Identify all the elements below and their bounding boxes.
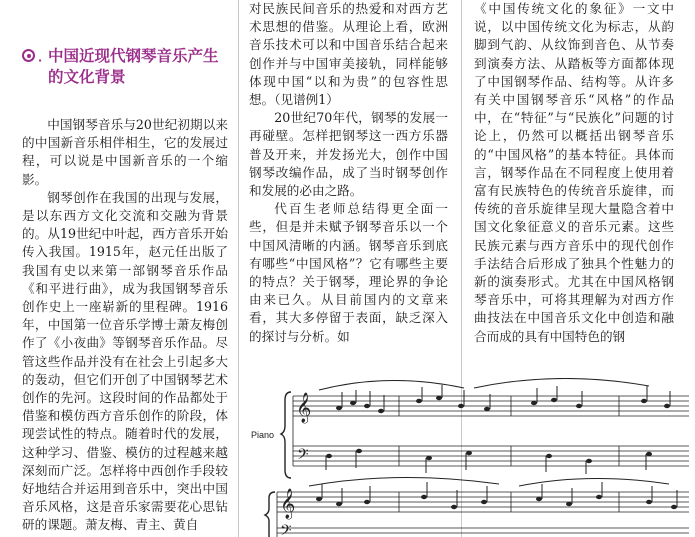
text-column-1 (22, 0, 228, 535)
paragraph: 钢琴创作在我国的出现与发展，是以东西方文化交流和交融为背景的。从19世纪中叶起，西方音乐开始传入我国。1915年，赵元任出版了我国有史以来第一部钢琴音乐作品《和平进行曲》，成为我国钢琴音乐创作史上一座崭新的里程碑。1916年，中国第一位音乐学博士萧友梅创作了《小夜曲》等钢琴音乐作品。尽管这些作品并没有在社会上引起多大的轰动，但它们开创了中国钢琴艺术创作的先河。这段时间的作品都处于借鉴和模仿西方音乐创作的阶段，体现尝试性的特点。随着时代的发展，这种学习、借鉴、模仿的过程越来越深刻而广泛。怎样将中西创作手段较好地结合并运用到音乐中，突出中国音乐风格，这是音乐家需要花心思钻研的课题。萧友梅、青主、黄自 (22, 189, 228, 533)
dot-separator-icon: · (38, 54, 43, 67)
section-heading (22, 46, 228, 88)
music-score-excerpt (249, 378, 689, 537)
circle-bullet-icon (22, 49, 35, 62)
paragraph: 对民族民间音乐的热爱和对西方艺术思想的借鉴。从理论上看，欧洲音乐技术可以和中国音乐结合起来创作并与中国审美接轨，同样能够体现中国“以和为贵”的包容性思想。（见谱例1） (249, 1, 448, 108)
treble-clef-icon: 𝄞 (296, 393, 312, 423)
instrument-label: Piano (251, 430, 275, 440)
treble-staff (293, 396, 689, 416)
section-heading-text: 中国近现代钢琴音乐产生的文化背景 (48, 47, 219, 86)
paragraph: 20世纪70年代，钢琴的发展一再碰壁。怎样把钢琴这一西方乐器普及开来，并发扬光大，创作中国钢琴改编作品，成了当时钢琴创作和发展的必由之路。 (249, 110, 448, 199)
text-column-2 (249, 0, 448, 346)
bass-clef-icon: 𝄢 (280, 522, 292, 537)
bass-clef-icon: 𝄢 (297, 446, 309, 467)
treble-clef-icon: 𝄞 (280, 489, 296, 519)
bass-staff (293, 446, 689, 466)
text-column-3 (474, 0, 674, 346)
notes-system-2 (316, 482, 677, 509)
paragraph: 中国钢琴音乐与20世纪初期以来的中国新音乐相伴相生，它的发展过程，可以说是中国新音乐的一个缩影。 (22, 117, 228, 187)
paragraph: 代百生老师总结得更全面一些，但是并未赋予钢琴音乐以一个中国风清晰的内涵。钢琴音乐到底有哪些“中国风格”？它有哪些主要的特点？关于钢琴，理论界的争论由来已久。从目前国内的文章来看，其大多停留于表面，缺乏深入的探讨与分析。如 (249, 201, 448, 344)
column-divider-1 (238, 0, 239, 537)
paragraph: 《中国传统文化的象征》一文中说，以中国传统文化为标志，从韵脚到气韵、从纹饰到音色、从节奏到演奏方法、从踏板等方面都体现了中国钢琴作品、结构等。从许多有关中国钢琴音乐“风格”的作品中，在“特征”与“民族化”问题的讨论上，仍然可以概括出钢琴音乐的“中国风格”的基本特征。具体而言，钢琴作品在不同程度上使用着富有民族特色的传统音乐旋律，而传统的音乐旋律呈现大量隐含着中国文化象征意义的音乐元素。这些民族元素与西方音乐中的现代创作手法结合后形成了独具个性魅力的新的演奏形式。尤其在中国风格钢琴音乐中，可将其理解为对西方作曲技法在中国音乐文化中创造和融合而成的具有中国特色的钢 (474, 1, 674, 344)
